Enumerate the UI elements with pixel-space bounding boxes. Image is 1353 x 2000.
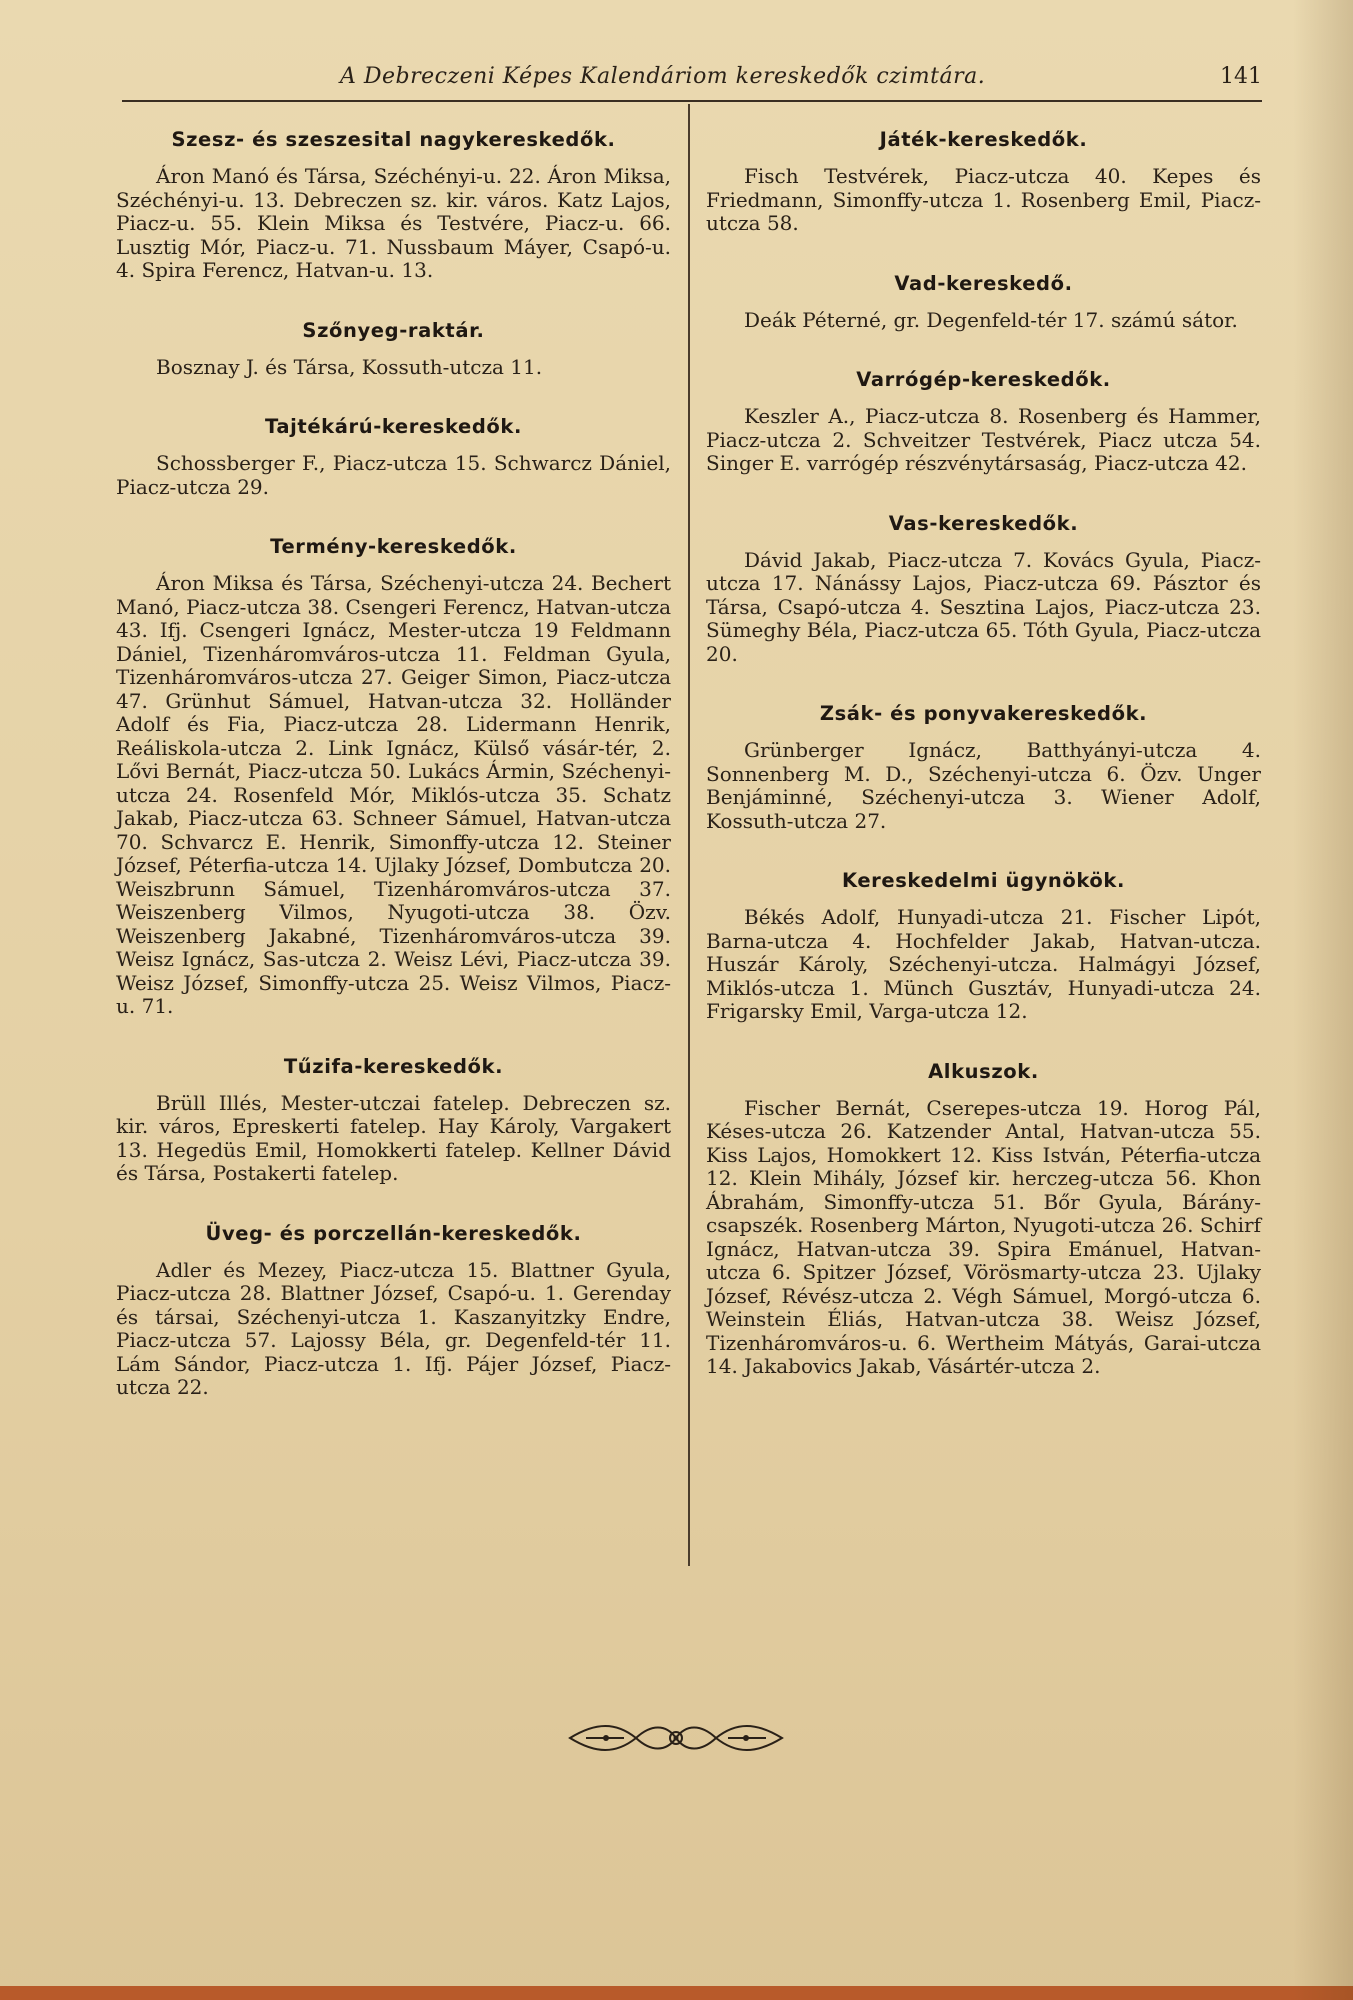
section-entries: Brüll Illés, Mester-utczai fatelep. Debreczen sz. kir. város, Epreskerti fatelep. Hay Károly, Vargakert 13. Hegedüs Emil, Homokkerti fatelep. Kellner Dávid és Társa, Postakerti fatelep. (116, 1090, 671, 1185)
section-entries: Grünberger Ignácz, Batthyányi-utcza 4. Sonnenberg M. D., Széchenyi-utcza 6. Özv. Unger Benjáminné, Széchenyi-utcza 3. Wiener Adolf, Kossuth-utcza 27. (706, 738, 1261, 833)
section-heading: Játék-kereskedők. (879, 128, 1088, 151)
section-heading: Vas-kereskedők. (888, 511, 1079, 535)
section-heading: Üveg- és porczellán-kereskedők. (205, 1221, 582, 1245)
section-heading: Varrógép-kereskedők. (856, 368, 1111, 391)
running-header (122, 60, 1262, 100)
section-ugynokok (706, 869, 1261, 1024)
section-tuzifa (116, 1055, 671, 1186)
section-uveg (116, 1222, 671, 1400)
section-zsak (706, 702, 1261, 833)
section-vad (706, 272, 1261, 333)
section-entries: Áron Miksa és Társa, Széchenyi-utcza 24. Bechert Manó, Piacz-utcza 38. Csengeri Ferencz, Hatvan-utcza 43. Ifj. Csengeri Ignácz, Mester-utcza 19 Feldmann Dániel, Tizenháromváros-utcza 11. Feldman Gyula, Tizenháromváros-utcza 27. Geiger Simon, Piacz-utcza 47. Grünhut Sámuel, Hatvan-utcza 32. Holländer Adolf és Fia, Piacz-utcza 28. Lidermann Henrik, Reáliskola-utcza 2. Link Ignácz, Külső vásár-tér, 2. Lővi Bernát, Piacz-utcza 50. Lukács Ármin, Széchenyi-utcza 24. Rosenfeld Mór, Miklós-utcza 35. Schatz Jakab, Piacz-utcza 63. Schneer Sámuel, Hatvan-utcza 70. Schvarcz E. Henrik, Simonffy-utcza 12. Steiner József, Péterfia-utcza 14. Ujlaky József, Dombutcza 20. Weiszbrunn Sámuel, Tizenháromváros-utcza 37. Weiszenberg Vilmos, Nyugoti-utcza 38. Özv. Weiszenberg Jakabné, Tizenháromváros-utcza 39. Weisz Ignácz, Sas-utcza 2. Weisz Lévi, Piacz-utcza 39. Weisz József, Simonffy-utcza 25. Weisz Vilmos, Piacz-u. 71. (116, 571, 671, 1018)
left-column (116, 128, 671, 1436)
section-heading: Tajtékárú-kereskedők. (264, 415, 523, 438)
section-szesz (116, 128, 671, 283)
section-entries: Fisch Testvérek, Piacz-utcza 40. Kepes és Friedmann, Simonffy-utcza 1. Rosenberg Emil, Piacz-utcza 58. (706, 164, 1261, 235)
section-heading: Vad-kereskedő. (894, 271, 1073, 295)
section-szonyeg (116, 319, 671, 380)
page-number: 141 (1220, 64, 1262, 89)
section-entries: Fischer Bernát, Cserepes-utcza 19. Horog Pál, Késes-utcza 26. Katzender Antal, Hatvan-utcza 55. Kiss Lajos, Homokkert 12. Kiss István, Péterfia-utcza 12. Klein Mihály, József kir. herczeg-utcza 56. Khon Ábrahám, Simonffy-utcza 51. Bőr Gyula, Bárány-csapszék. Rosenberg Márton, Nyugoti-utcza 26. Schirf Ignácz, Hatvan-utcza 39. Spira Emánuel, Hatvan-utcza 6. Spitzer József, Vörösmarty-utcza 23. Ujlaky József, Révész-utcza 2. Végh Sámuel, Morgó-utcza 6. Weinstein Éliás, Hatvan-utcza 38. Weisz József, Tizenháromváros-u. 6. Wertheim Mátyás, Garai-utcza 14. Jakabovics Jakab, Vásártér-utcza 2. (706, 1095, 1261, 1378)
section-entries: Adler és Mezey, Piacz-utcza 15. Blattner Gyula, Piacz-utcza 28. Blattner József, Csapó-u. 1. Gerenday és társai, Széchenyi-utcza 1. Kaszanyitzky Endre, Piacz-utcza 57. Lajossy Béla, gr. Degenfeld-tér 11. Lám Sándor, Piacz-utcza 1. Ifj. Pájer József, Piacz-utcza 22. (116, 1257, 671, 1399)
section-heading: Zsák- és ponyvakereskedők. (819, 702, 1148, 725)
section-heading: Alkuszok. (928, 1059, 1039, 1083)
section-termeny (116, 535, 671, 1019)
running-title: A Debreczeni Képes Kalendáriom kereskedők czimtára. (340, 64, 986, 89)
page-bottom-edge (0, 1986, 1353, 2000)
section-heading: Szőnyeg-raktár. (302, 318, 485, 342)
ornament-icon (566, 1716, 786, 1760)
section-jatek (706, 128, 1261, 236)
section-heading: Szesz- és szeszesital nagykereskedők. (171, 128, 616, 151)
column-divider (688, 104, 690, 1566)
section-entries: Áron Manó és Társa, Széchényi-u. 22. Áron Miksa, Széchényi-u. 13. Debreczen sz. kir. város. Katz Lajos, Piacz-u. 55. Klein Miksa és Testvére, Piacz-u. 66. Lusztig Mór, Piacz-u. 71. Nussbaum Máyer, Csapó-u. 4. Spira Ferencz, Hatvan-u. 13. (116, 164, 671, 282)
section-entries: Dávid Jakab, Piacz-utcza 7. Kovács Gyula, Piacz-utcza 17. Nánássy Lajos, Piacz-utcza 69. Pásztor és Társa, Csapó-utcza 4. Sesztina Lajos, Piacz-utcza 23. Sümeghy Béla, Piacz-utcza 65. Tóth Gyula, Piacz-utcza 20. (706, 547, 1261, 666)
section-varrogep (706, 368, 1261, 476)
section-entries: Békés Adolf, Hunyadi-utcza 21. Fischer Lipót, Barna-utcza 4. Hochfelder Jakab, Hatvan-utcza. Huszár Károly, Széchenyi-utcza. Halmágyi József, Miklós-utcza 1. Münch Gusztáv, Hunyadi-utcza 24. Frigarsky Emil, Varga-utcza 12. (706, 905, 1261, 1023)
section-entries: Bosznay J. és Társa, Kossuth-utcza 11. (156, 354, 543, 379)
section-heading: Termény-kereskedők. (270, 535, 517, 558)
section-entries: Deák Péterné, gr. Degenfeld-tér 17. számú sátor. (744, 307, 1238, 332)
section-heading: Tűzifa-kereskedők. (283, 1054, 504, 1078)
section-entries: Keszler A., Piacz-utcza 8. Rosenberg és Hammer, Piacz-utcza 2. Schveitzer Testvérek, Piacz utcza 54. Singer E. varrógép részvénytársaság, Piacz-utcza 42. (706, 404, 1261, 475)
section-entries: Schossberger F., Piacz-utcza 15. Schwarcz Dániel, Piacz-utcza 29. (116, 451, 671, 499)
header-rule (122, 100, 1262, 102)
right-column (706, 128, 1261, 1415)
section-alkuszok (706, 1060, 1261, 1379)
section-vas (706, 512, 1261, 667)
section-tajtekaru (116, 415, 671, 499)
section-heading: Kereskedelmi ügynökök. (841, 869, 1126, 892)
